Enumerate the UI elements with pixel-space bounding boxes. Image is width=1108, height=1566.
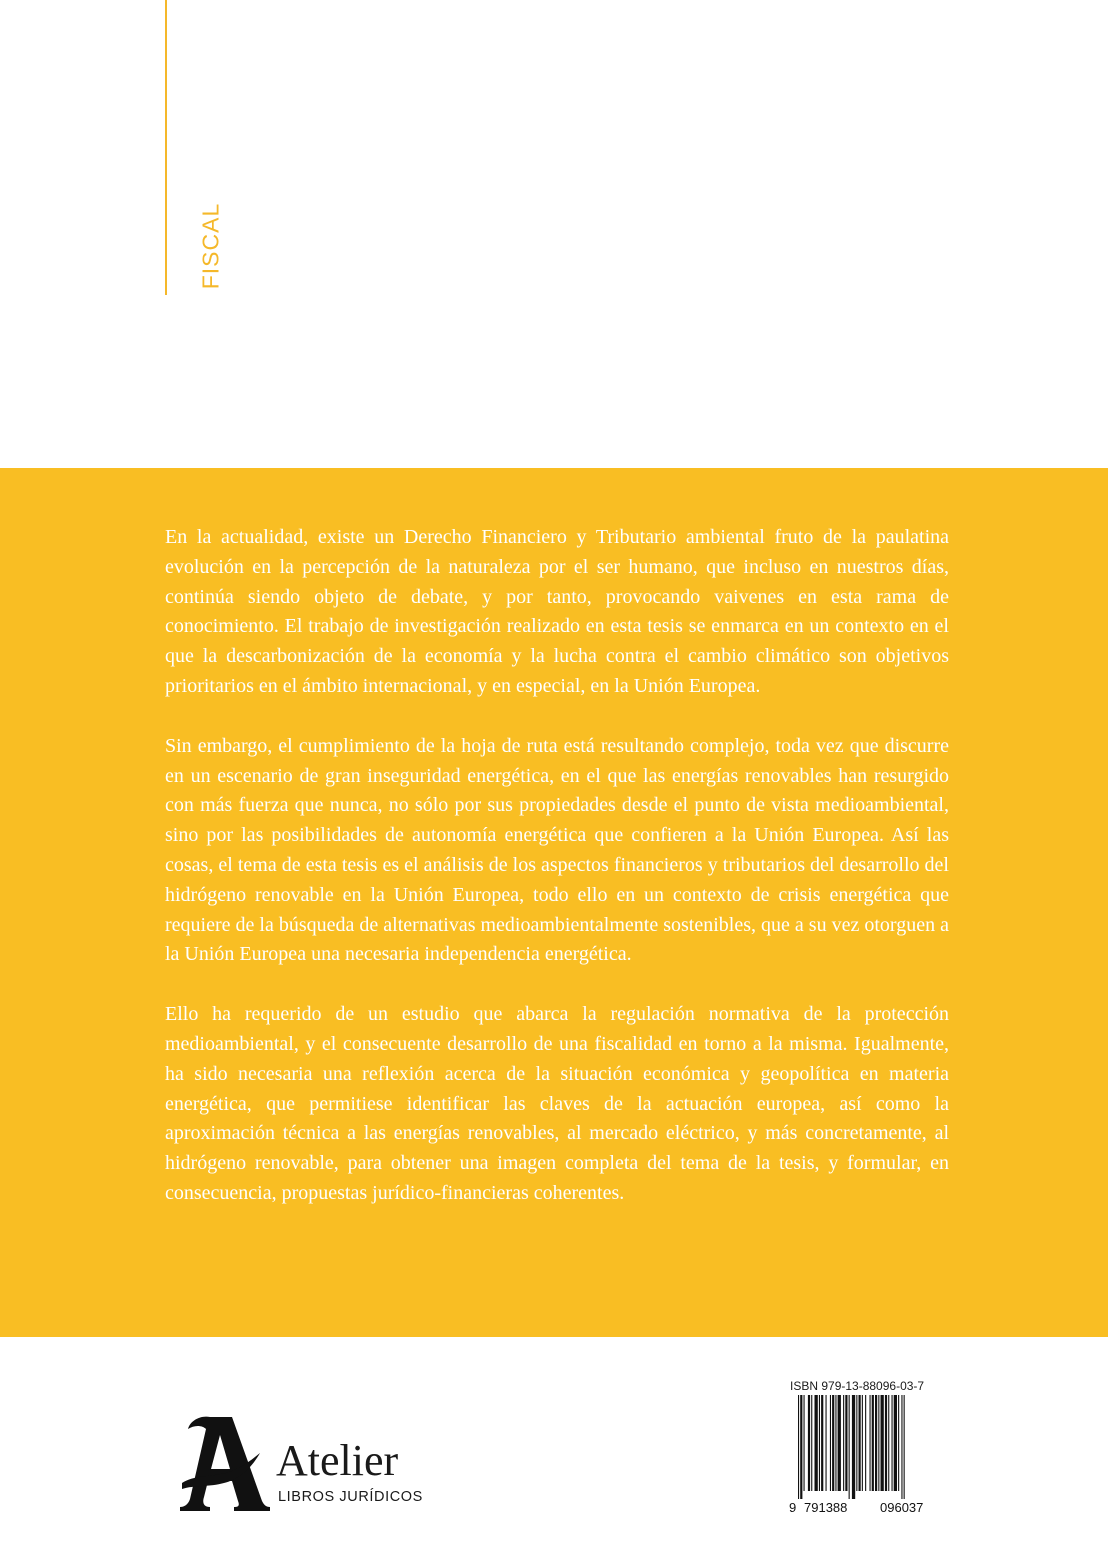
abstract-paragraph-2: Sin embargo, el cumplimiento de la hoja de ruta está resultando complejo, toda vez que discurre en un escenario de gran inseguridad energética, en el que las energías renovables han resurgido con más fuerza que nunca, no sólo por sus propiedades desde el punto de vista medioambiental, sino por las posibilidades de autonomía energética que confieren a la Unión Europea. Así las cosas, el tema de esta tesis es el análisis de los aspectos financieros y tributarios del desarrollo del hidrógeno renovable en la Unión Europea, todo ello en un contexto de crisis energética que requiere de la búsqueda de alternativas medioambientalmente sostenibles, que a su vez otorguen a la Unión Europea una necesaria independencia energética. [165,734,949,966]
barcode-bar [894,1395,897,1491]
barcode-bar [872,1395,874,1491]
barcode-bar [815,1395,818,1491]
barcode-bar [843,1395,844,1491]
barcode-bar [904,1395,905,1499]
barcode-bar [826,1395,827,1491]
barcode-bar [856,1395,857,1491]
barcode-bar [901,1395,902,1499]
abstract-text [165,523,949,1239]
barcode-bar [838,1395,841,1491]
isbn-barcode [786,1375,950,1515]
barcode-bar [885,1395,887,1491]
barcode-icon [786,1393,950,1515]
barcode-bar [811,1395,812,1491]
barcode-bar [845,1395,847,1491]
abstract-paragraph-3: Ello ha requerido de un estudio que abarca la regulación normativa de la protección medioambiental, y el consecuente desarrollo de una fiscalidad en torno a la misma. Igualmente, ha sido necesaria una reflexión acerca de la situación económica y geopolítica en materia energética, que permitiese identificar las claves de la actuación europea, así como la aproximación técnica a las energías renovables, al mercado eléctrico, y más concretamente, al hidrógeno renovable, para obtener una imagen completa del tema de la tesis, y formular, en consecuencia, propuestas jurídico-financieras coherentes. [165,1003,949,1204]
barcode-bar [808,1395,810,1491]
barcode-bar [870,1395,871,1491]
barcode-bar [830,1395,831,1491]
barcode-bar [800,1395,802,1499]
barcode-bar [835,1395,836,1491]
barcode-bar [859,1395,861,1491]
barcode-bar [804,1395,805,1491]
barcode-bar [898,1395,899,1491]
cover-top-section [0,0,1108,468]
publisher-name: Atelier [276,1436,399,1485]
barcode-bar [878,1395,879,1491]
barcode-digits-right: 096037 [880,1500,924,1515]
barcode-bar [819,1395,820,1491]
barcode-bar [832,1395,834,1491]
barcode-bar [862,1395,863,1491]
barcode-bar [892,1395,893,1491]
barcode-digits-middle: 791388 [804,1500,848,1515]
barcode-bar [849,1395,850,1499]
barcode-bar [881,1395,884,1491]
abstract-paragraph-1: En la actualidad, existe un Derecho Financiero y Tributario ambiental fruto de la paulatina evolución en la percepción de la naturaleza por el ser humano, que incluso en nuestros días, continúa siendo objeto de debate, y por tanto, provocando vaivenes en esta rama de conocimiento. El trabajo de investigación realizado en esta tesis se enmarca en un contexto en el que la descarbonización de la economía y la lucha contra el cambio climático son objetivos prioritarios en el ámbito internacional, y en especial, en la Unión Europea. [165,526,949,697]
barcode-bar [888,1395,889,1491]
barcode-bar [865,1395,866,1491]
barcode-bar [798,1395,799,1499]
isbn-label: ISBN 979-13-88096-03-7 [790,1379,925,1393]
barcode-bar [852,1395,855,1499]
barcode-digit-left: 9 [789,1500,797,1515]
atelier-a-logo-icon [180,1413,272,1513]
category-label: FISCAL [197,202,224,290]
barcode-bar [821,1395,823,1491]
publisher-logo [180,1413,440,1513]
vertical-gold-rule [165,0,167,295]
barcode-bar [875,1395,877,1491]
publisher-tagline: LIBROS JURÍDICOS [278,1489,423,1505]
